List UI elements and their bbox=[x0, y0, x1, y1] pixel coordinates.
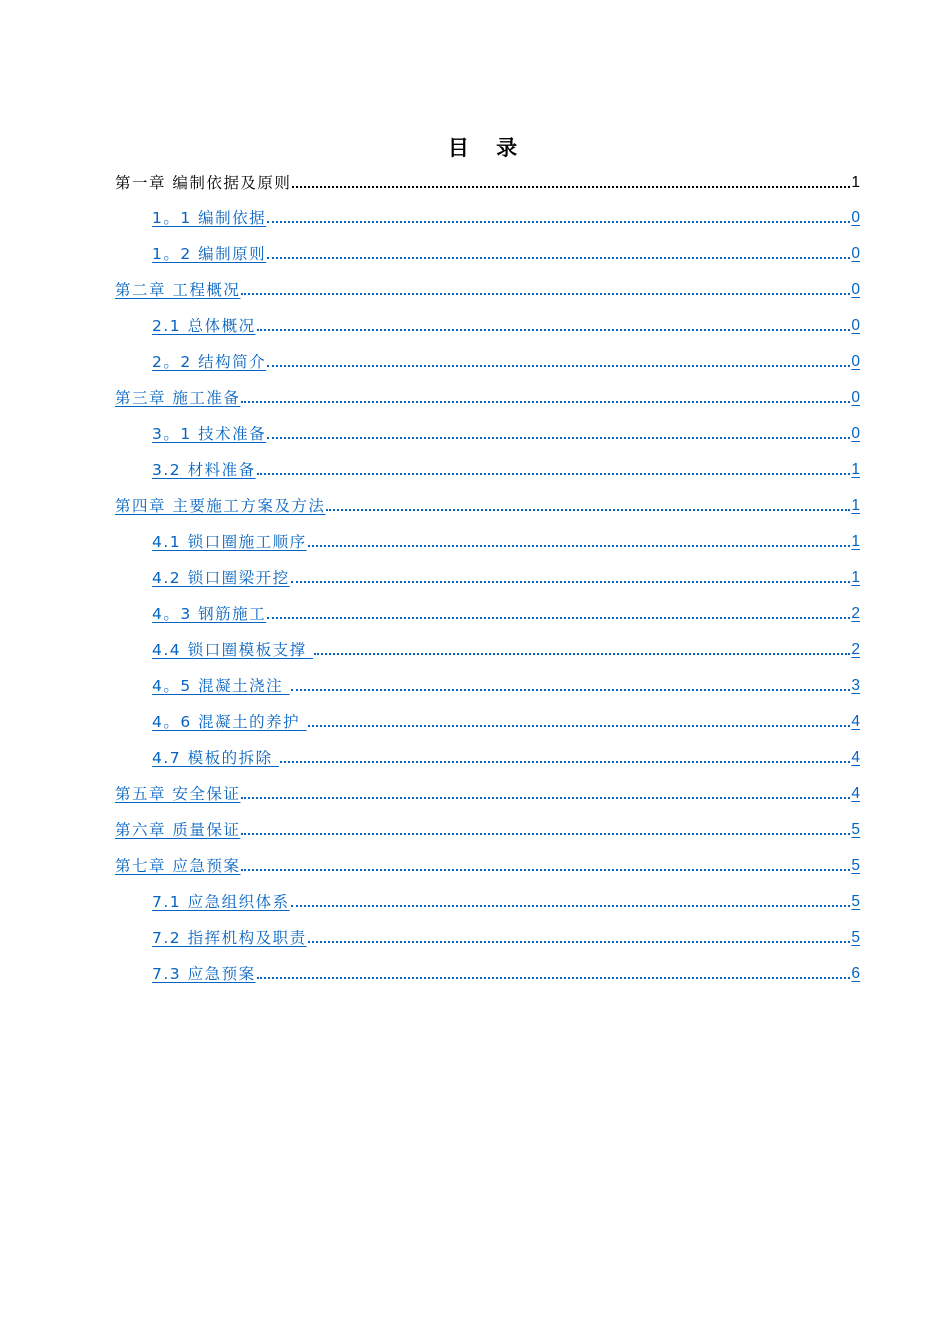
toc-entry[interactable] bbox=[115, 812, 860, 848]
dot-leader bbox=[291, 581, 851, 583]
toc-entry-label: 4。6 混凝土的养护 bbox=[152, 713, 307, 731]
toc-entry[interactable] bbox=[115, 596, 860, 632]
toc-entry-label: 2。2 结构简介 bbox=[152, 353, 267, 371]
toc-entry-page-number: 4 bbox=[851, 749, 860, 766]
toc-entry-page-number: 0 bbox=[851, 209, 860, 226]
toc-entry bbox=[115, 164, 860, 200]
toc-entry-page-number: 1 bbox=[851, 461, 860, 478]
toc-entry[interactable] bbox=[115, 236, 860, 272]
dot-leader bbox=[291, 689, 851, 691]
toc-entry-page-number: 3 bbox=[851, 677, 860, 694]
dot-leader bbox=[308, 725, 851, 727]
dot-leader bbox=[241, 833, 850, 835]
dot-leader bbox=[241, 401, 850, 403]
toc-entry[interactable] bbox=[115, 704, 860, 740]
toc-entry[interactable] bbox=[115, 200, 860, 236]
toc-title: 目 录 bbox=[447, 136, 528, 160]
dot-leader bbox=[308, 941, 851, 943]
dot-leader bbox=[308, 545, 851, 547]
toc-entry-label: 7.3 应急预案 bbox=[152, 965, 256, 983]
toc-entry[interactable] bbox=[115, 272, 860, 308]
dot-leader bbox=[257, 473, 851, 475]
toc-entry[interactable] bbox=[115, 776, 860, 812]
dot-leader bbox=[326, 509, 850, 511]
toc-entry[interactable] bbox=[115, 560, 860, 596]
toc-entry[interactable] bbox=[115, 848, 860, 884]
dot-leader bbox=[241, 797, 850, 799]
toc-entry-page-number: 0 bbox=[851, 353, 860, 370]
dot-leader bbox=[241, 869, 850, 871]
dot-leader bbox=[267, 257, 850, 259]
dot-leader bbox=[241, 293, 850, 295]
toc-entry[interactable] bbox=[115, 488, 860, 524]
toc-entry[interactable] bbox=[115, 668, 860, 704]
toc-entry[interactable] bbox=[115, 740, 860, 776]
toc-entry-label: 第二章 工程概况 bbox=[115, 281, 241, 299]
dot-leader bbox=[280, 761, 850, 763]
toc-entry-label: 4.1 锁口圈施工顺序 bbox=[152, 533, 307, 551]
dot-leader bbox=[267, 617, 850, 619]
toc-entry[interactable] bbox=[115, 416, 860, 452]
toc-entry-label: 第一章 编制依据及原则 bbox=[115, 174, 292, 192]
toc-entry-page-number: 5 bbox=[851, 857, 860, 874]
toc-entry-label: 7.1 应急组织体系 bbox=[152, 893, 290, 911]
toc-entry-page-number: 0 bbox=[851, 389, 860, 406]
dot-leader bbox=[257, 329, 851, 331]
dot-leader bbox=[314, 653, 850, 655]
toc-entry-page-number: 0 bbox=[851, 245, 860, 262]
dot-leader bbox=[267, 437, 850, 439]
toc-entry-label: 第四章 主要施工方案及方法 bbox=[115, 497, 326, 515]
toc-entry-label: 7.2 指挥机构及职责 bbox=[152, 929, 307, 947]
toc-entry[interactable] bbox=[115, 632, 860, 668]
dot-leader bbox=[291, 905, 851, 907]
toc-entry-page-number: 1 bbox=[851, 174, 860, 191]
toc-entry[interactable] bbox=[115, 920, 860, 956]
toc-entry-page-number: 4 bbox=[851, 785, 860, 802]
toc-entry-label: 第三章 施工准备 bbox=[115, 389, 241, 407]
toc-entry-label: 4。5 混凝土浇注 bbox=[152, 677, 290, 695]
toc-entry-label: 3.2 材料准备 bbox=[152, 461, 256, 479]
toc-entry-label: 3。1 技术准备 bbox=[152, 425, 267, 443]
toc-entry[interactable] bbox=[115, 956, 860, 992]
toc-entry-page-number: 2 bbox=[851, 641, 860, 658]
toc-entry[interactable] bbox=[115, 380, 860, 416]
dot-leader bbox=[257, 977, 851, 979]
toc-entry-page-number: 5 bbox=[851, 893, 860, 910]
toc-entry-page-number: 4 bbox=[851, 713, 860, 730]
toc-entry-label: 4.7 模板的拆除 bbox=[152, 749, 280, 767]
toc-entry-page-number: 0 bbox=[851, 317, 860, 334]
dot-leader bbox=[267, 365, 850, 367]
toc-entry-page-number: 1 bbox=[851, 533, 860, 550]
toc-entry-label: 2.1 总体概况 bbox=[152, 317, 256, 335]
dot-leader bbox=[267, 221, 850, 223]
toc-entry-page-number: 2 bbox=[851, 605, 860, 622]
table-of-contents bbox=[115, 164, 860, 992]
toc-entry[interactable] bbox=[115, 884, 860, 920]
toc-entry-page-number: 5 bbox=[851, 821, 860, 838]
toc-entry[interactable] bbox=[115, 524, 860, 560]
toc-entry-page-number: 1 bbox=[851, 569, 860, 586]
toc-entry-label: 第五章 安全保证 bbox=[115, 785, 241, 803]
toc-entry[interactable] bbox=[115, 452, 860, 488]
toc-entry-page-number: 0 bbox=[851, 425, 860, 442]
toc-entry-label: 4.4 锁口圈模板支撑 bbox=[152, 641, 314, 659]
toc-entry-label: 1。1 编制依据 bbox=[152, 209, 267, 227]
toc-entry-label: 第六章 质量保证 bbox=[115, 821, 241, 839]
toc-entry-page-number: 0 bbox=[851, 281, 860, 298]
toc-entry-page-number: 1 bbox=[851, 497, 860, 514]
toc-entry-page-number: 6 bbox=[851, 965, 860, 982]
toc-entry[interactable] bbox=[115, 308, 860, 344]
toc-entry[interactable] bbox=[115, 344, 860, 380]
toc-entry-label: 4.2 锁口圈梁开挖 bbox=[152, 569, 290, 587]
toc-entry-page-number: 5 bbox=[851, 929, 860, 946]
toc-entry-label: 4。3 钢筋施工 bbox=[152, 605, 267, 623]
toc-entry-label: 1。2 编制原则 bbox=[152, 245, 267, 263]
toc-entry-label: 第七章 应急预案 bbox=[115, 857, 241, 875]
dot-leader bbox=[292, 186, 850, 188]
